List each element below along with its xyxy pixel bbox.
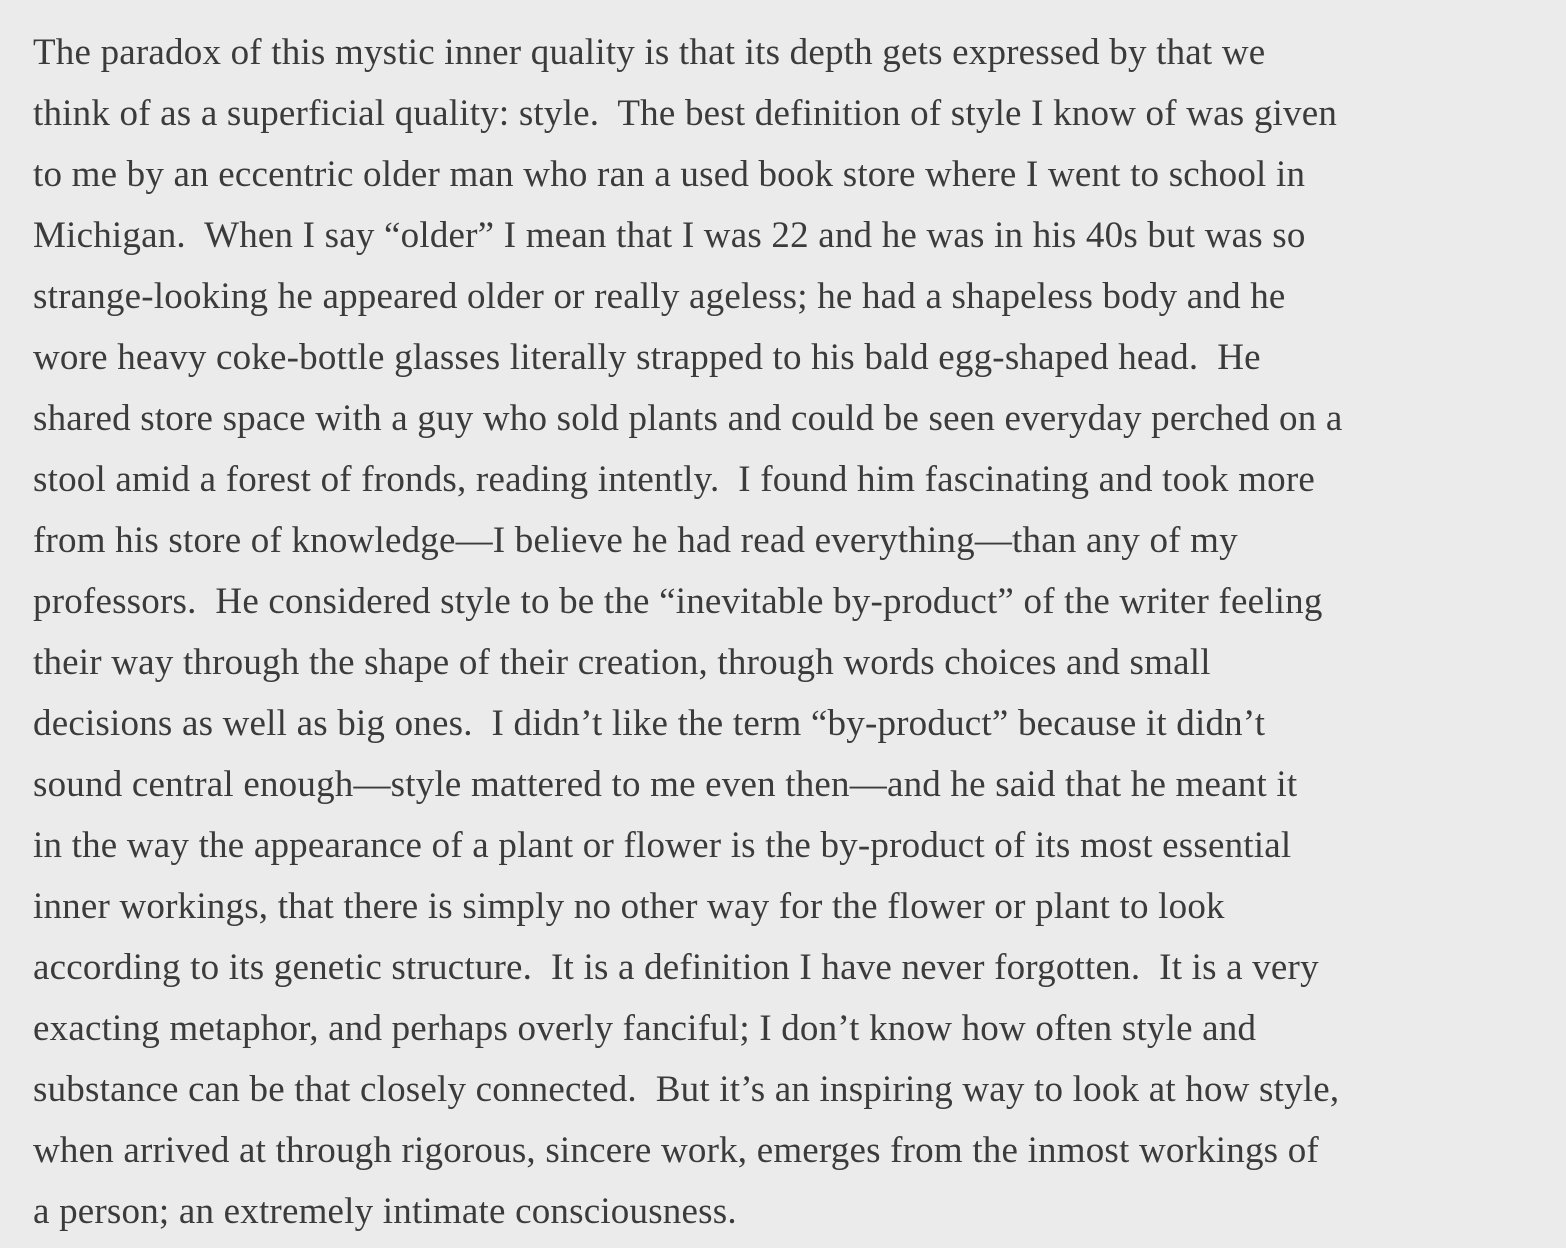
paragraph-line: inner workings, that there is simply no other way for the flower or plant to look <box>33 886 1225 927</box>
paragraph-line: decisions as well as big ones. I didn’t like the term “by-product” because it didn’t <box>33 703 1266 744</box>
paragraph-line: stool amid a forest of fronds, reading intently. I found him fascinating and took more <box>33 459 1315 500</box>
paragraph-line: strange-looking he appeared older or really ageless; he had a shapeless body and he <box>33 276 1286 317</box>
paragraph-line: professors. He considered style to be the “inevitable by-product” of the writer feeling <box>33 581 1323 622</box>
paragraph-line: substance can be that closely connected. But it’s an inspiring way to look at how style, <box>33 1069 1340 1110</box>
paragraph-line: Michigan. When I say “older” I mean that I was 22 and he was in his 40s but was so <box>33 215 1306 256</box>
paragraph-line: from his store of knowledge—I believe he had read everything—than any of my <box>33 520 1238 561</box>
paragraph-line: The paradox of this mystic inner quality is that its depth gets expressed by that we <box>33 32 1266 73</box>
paragraph-line: wore heavy coke-bottle glasses literally strapped to his bald egg-shaped head. He <box>33 337 1261 378</box>
essay-paragraph <box>33 22 1536 1242</box>
paragraph-line: their way through the shape of their creation, through words choices and small <box>33 642 1211 683</box>
paragraph-line: a person; an extremely intimate consciousness. <box>33 1191 737 1232</box>
paragraph-line: in the way the appearance of a plant or flower is the by-product of its most essential <box>33 825 1292 866</box>
paragraph-line: exacting metaphor, and perhaps overly fanciful; I don’t know how often style and <box>33 1008 1257 1049</box>
paragraph-line: sound central enough—style mattered to me even then—and he said that he meant it <box>33 764 1298 805</box>
paragraph-line: think of as a superficial quality: style. The best definition of style I know of was given <box>33 93 1338 134</box>
paragraph-line: according to its genetic structure. It is a definition I have never forgotten. It is a very <box>33 947 1319 988</box>
paragraph-line: when arrived at through rigorous, sincere work, emerges from the inmost workings of <box>33 1130 1319 1171</box>
paragraph-line: shared store space with a guy who sold plants and could be seen everyday perched on a <box>33 398 1343 439</box>
paragraph-line: to me by an eccentric older man who ran a used book store where I went to school in <box>33 154 1306 195</box>
